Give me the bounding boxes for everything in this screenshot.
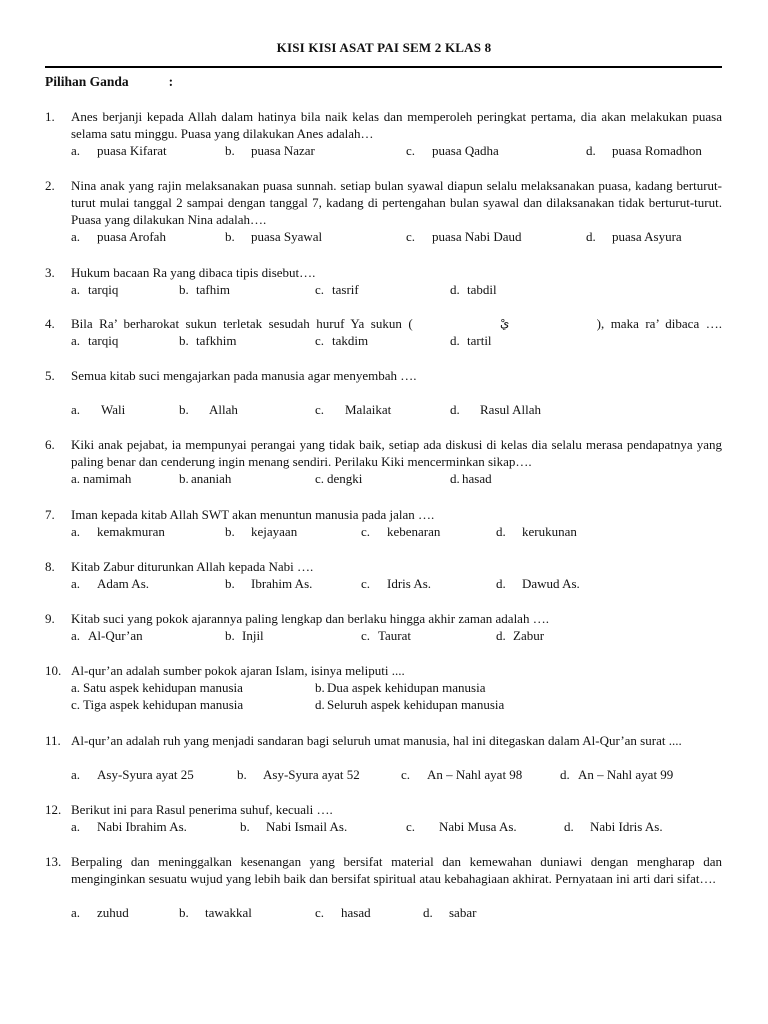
- option-d[interactable]: d. puasa Romadhon: [586, 143, 702, 158]
- options-row: [71, 575, 722, 592]
- question-number: 9.: [45, 611, 55, 626]
- question-10: [45, 662, 722, 713]
- question-stem: Al-qur’an adalah sumber pokok ajaran Islam, isinya meliputi ....: [71, 663, 405, 678]
- option-b[interactable]: b. Dua aspek kehidupan manusia: [315, 680, 486, 695]
- question-9: [45, 610, 722, 644]
- question-number: 13.: [45, 854, 62, 869]
- question-stem: [71, 315, 722, 332]
- option-d[interactable]: d. sabar: [423, 905, 477, 920]
- question-number: 11.: [45, 733, 61, 748]
- question-stem: Kitab Zabur diturunkan Allah kepada Nabi ….: [71, 559, 314, 574]
- option-c[interactable]: c. Idris As.: [361, 576, 432, 591]
- question-stem: Kitab suci yang pokok ajarannya paling lengkap dan berlaku hingga akhir zaman adalah ….: [71, 611, 549, 626]
- question-3: [45, 264, 722, 298]
- stem-part-1: Bila Ra’ berharokat sukun terletak sesudah huruf Ya sukun (: [71, 316, 413, 331]
- option-c[interactable]: c. Taurat: [361, 628, 412, 643]
- option-a[interactable]: a. Satu aspek kehidupan manusia: [71, 680, 243, 695]
- question-number: 1.: [45, 109, 55, 124]
- option-a[interactable]: a. Asy-Syura ayat 25: [71, 767, 194, 782]
- section-label: Pilihan Ganda: [45, 74, 129, 89]
- options-row: [71, 470, 722, 487]
- option-c[interactable]: c. tasrif: [315, 282, 359, 297]
- question-stem: Nina anak yang rajin melaksanakan puasa sunnah. setiap bulan syawal diapun selalu melaksanakan puasa, kadang berturut-turut mulai tanggal 2 sampai dengan tanggal 7, kadang di pertengahan bulan syawal dan dilaksanakan tidak berturut-turut. Puasa yang dilakukan Nina adalah….: [71, 178, 722, 227]
- options-row: [71, 818, 722, 835]
- option-d[interactable]: d. Rasul Allah: [450, 402, 542, 417]
- question-number: 5.: [45, 368, 55, 383]
- option-b[interactable]: b. ananiah: [179, 471, 232, 486]
- question-stem: Berpaling dan meninggalkan kesenangan yang bersifat material dan kemewahan duniawi dengan mengharap dan menginginkan sesuatu wujud yang lebih baik dan bersifat spiritual atau kebahagiaan akhirat. Pernyataan ini arti dari sifat….: [71, 854, 722, 886]
- question-number: 10.: [45, 663, 62, 678]
- options-row: [71, 679, 722, 696]
- option-c[interactable]: c. puasa Nabi Daud: [406, 229, 522, 244]
- option-c[interactable]: c. dengki: [315, 471, 363, 486]
- option-d[interactable]: d. hasad: [450, 471, 492, 486]
- options-row: [71, 904, 722, 921]
- option-d[interactable]: d. tabdil: [450, 282, 497, 297]
- option-c[interactable]: c. Malaikat: [315, 402, 392, 417]
- question-5: [45, 367, 722, 418]
- option-b[interactable]: b. puasa Syawal: [225, 229, 323, 244]
- option-c[interactable]: c. kebenaran: [361, 524, 441, 539]
- option-b[interactable]: b. Ibrahim As.: [225, 576, 313, 591]
- options-row: [71, 142, 722, 159]
- option-b[interactable]: b. tawakkal: [179, 905, 252, 920]
- option-c[interactable]: c. takdim: [315, 333, 369, 348]
- option-c[interactable]: c. An – Nahl ayat 98: [401, 767, 523, 782]
- option-a[interactable]: a. tarqiq: [71, 282, 119, 297]
- option-d[interactable]: d. puasa Asyura: [586, 229, 682, 244]
- option-a[interactable]: a. kemakmuran: [71, 524, 165, 539]
- option-d[interactable]: d. An – Nahl ayat 99: [560, 767, 674, 782]
- document-title: KISI KISI ASAT PAI SEM 2 KLAS 8: [276, 40, 492, 55]
- options-row: [71, 401, 722, 418]
- question-4: [45, 315, 722, 349]
- option-b[interactable]: b. tafkhim: [179, 333, 237, 348]
- question-number: 8.: [45, 559, 55, 574]
- option-a[interactable]: a. puasa Kifarat: [71, 143, 167, 158]
- options-row: [71, 228, 722, 245]
- option-b[interactable]: b. Injil: [225, 628, 264, 643]
- option-a[interactable]: a. Adam As.: [71, 576, 149, 591]
- option-a[interactable]: a. zuhud: [71, 905, 129, 920]
- question-7: [45, 506, 722, 540]
- stem-part-2: ), maka ra’ dibaca ….: [596, 316, 722, 331]
- option-c[interactable]: c. Nabi Musa As.: [406, 819, 517, 834]
- option-d[interactable]: d. Zabur: [496, 628, 545, 643]
- option-a[interactable]: a. Wali: [71, 402, 126, 417]
- section-colon: :: [168, 74, 174, 89]
- option-a[interactable]: a. namimah: [71, 471, 132, 486]
- options-row: [71, 332, 722, 349]
- question-2: [45, 177, 722, 245]
- question-stem: Berikut ini para Rasul penerima suhuf, kecuali ….: [71, 802, 333, 817]
- option-c[interactable]: c. Tiga aspek kehidupan manusia: [71, 697, 244, 712]
- option-d[interactable]: d. Seluruh aspek kehidupan manusia: [315, 697, 505, 712]
- question-11: [45, 732, 722, 783]
- question-stem: Iman kepada kitab Allah SWT akan menuntun manusia pada jalan ….: [71, 507, 435, 522]
- question-8: [45, 558, 722, 592]
- options-row: [71, 696, 722, 713]
- question-stem: Hukum bacaan Ra yang dibaca tipis disebut….: [71, 265, 316, 280]
- option-b[interactable]: b. Nabi Ismail As.: [240, 819, 348, 834]
- question-number: 4.: [45, 316, 55, 331]
- option-b[interactable]: b. tafhim: [179, 282, 230, 297]
- question-stem: Semua kitab suci mengajarkan pada manusia agar menyembah ….: [71, 368, 417, 383]
- option-b[interactable]: b. Allah: [179, 402, 238, 417]
- question-stem: Anes berjanji kepada Allah dalam hatinya bila naik kelas dan memperoleh peringkat pertama, dia akan melakukan puasa selama satu minggu. Puasa yang dilakukan Anes adalah…: [71, 109, 722, 141]
- option-a[interactable]: a. puasa Arofah: [71, 229, 166, 244]
- section-heading: [45, 74, 173, 90]
- option-c[interactable]: c. hasad: [315, 905, 371, 920]
- option-a[interactable]: a. Al-Qur’an: [71, 628, 143, 643]
- question-stem: Al-qur’an adalah ruh yang menjadi sandaran bagi seluruh umat manusia, hal ini ditegaskan dalam Al-Qur’an surat ....: [71, 733, 682, 748]
- question-number: 2.: [45, 178, 55, 193]
- question-number: 7.: [45, 507, 55, 522]
- question-1: [45, 108, 722, 159]
- question-number: 3.: [45, 265, 55, 280]
- question-number: 6.: [45, 437, 55, 452]
- option-d[interactable]: d. Nabi Idris As.: [564, 819, 663, 834]
- option-a[interactable]: a. tarqiq: [71, 333, 119, 348]
- title-divider: [45, 66, 722, 68]
- question-13: [45, 853, 722, 921]
- question-stem: Kiki anak pejabat, ia mempunyai perangai yang tidak baik, setiap ada diskusi di kelas dia selalu merasa pendapatnya yang paling benar dan cenderung ingin menang sendiri. Perilaku Kiki mencerminkan sikap….: [71, 437, 722, 469]
- option-d[interactable]: d. Dawud As.: [496, 576, 580, 591]
- option-b[interactable]: b. Asy-Syura ayat 52: [237, 767, 360, 782]
- arabic-letter: يْ: [499, 316, 510, 330]
- options-row: [71, 281, 722, 298]
- question-12: [45, 801, 722, 835]
- question-number: 12.: [45, 802, 62, 817]
- option-b[interactable]: b. kejayaan: [225, 524, 298, 539]
- option-b[interactable]: b. puasa Nazar: [225, 143, 315, 158]
- options-row: [71, 627, 722, 644]
- question-6: [45, 436, 722, 487]
- option-c[interactable]: c. puasa Qadha: [406, 143, 499, 158]
- options-row: [71, 523, 722, 540]
- options-row: [71, 766, 722, 783]
- option-d[interactable]: d. kerukunan: [496, 524, 577, 539]
- option-d[interactable]: d. tartil: [450, 333, 492, 348]
- option-a[interactable]: a. Nabi Ibrahim As.: [71, 819, 187, 834]
